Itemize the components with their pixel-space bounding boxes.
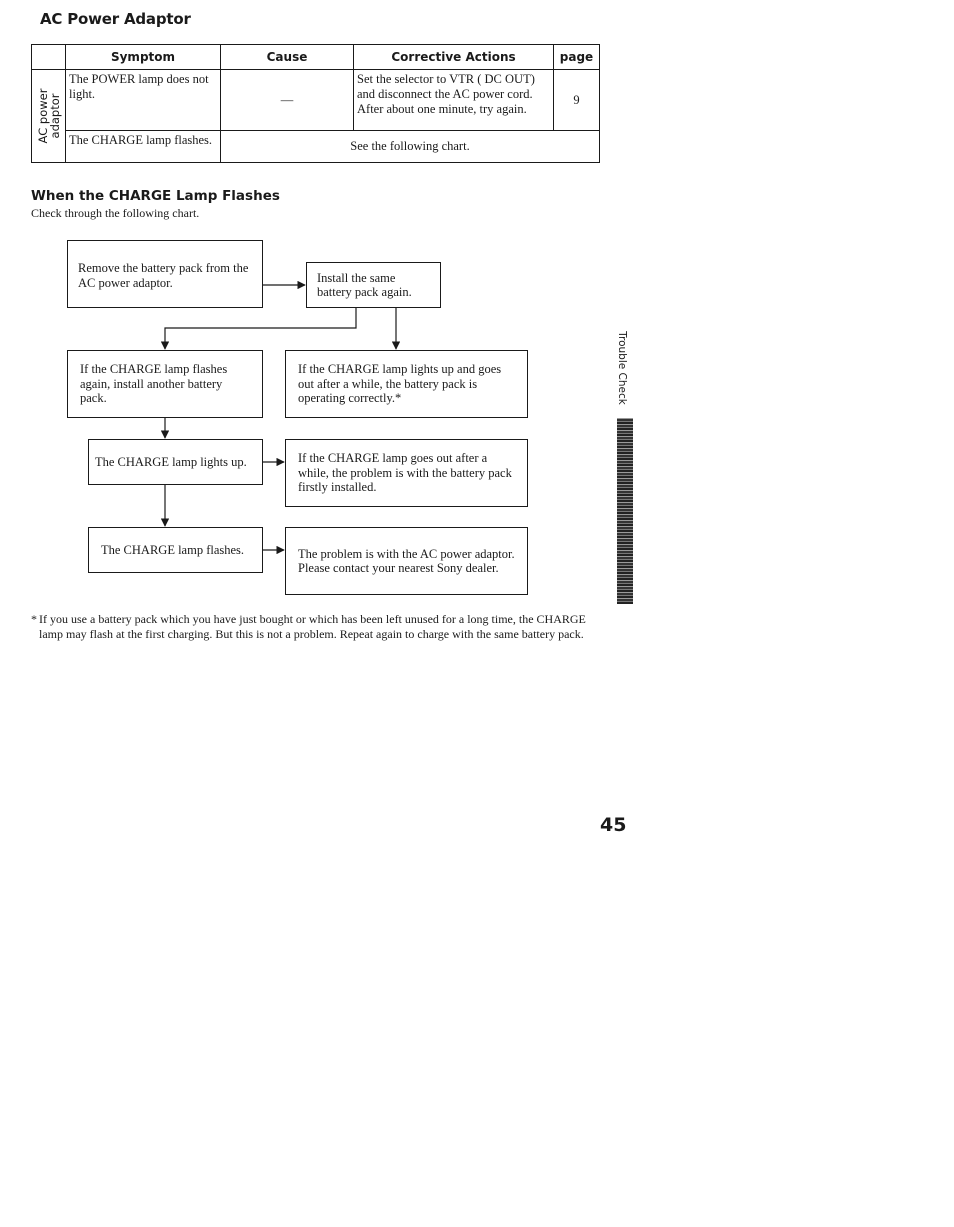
symptom-cell: The CHARGE lamp flashes. <box>66 131 221 163</box>
cause-cell: — <box>221 70 354 131</box>
header-cause: Cause <box>221 45 354 70</box>
flow-intro: Check through the following chart. <box>31 206 200 220</box>
flow-box-lamp-lights-up: The CHARGE lamp lights up. <box>88 439 263 485</box>
flow-box-lamp-flashes: The CHARGE lamp flashes. <box>88 527 263 573</box>
footnote-text: If you use a battery pack which you have just bought or which has been left unused for a long time, the CHARGE lamp may flash at the first charging. But this is not a problem. Repeat again to charge with the same battery pack. <box>39 612 586 641</box>
side-label: AC power adaptor <box>35 88 62 144</box>
section-title: AC Power Adaptor <box>40 10 191 28</box>
header-corrective-actions: Corrective Actions <box>354 45 554 70</box>
page-number: 45 <box>600 814 627 836</box>
flow-box-operating-correctly: If the CHARGE lamp lights up and goes out after a while, the battery pack is operating correctly.* <box>285 350 528 418</box>
header-page: page <box>554 45 600 70</box>
page-cell: 9 <box>554 70 600 131</box>
header-symptom: Symptom <box>66 45 221 70</box>
contact-dealer-line: Please contact your nearest Sony dealer. <box>298 561 499 575</box>
flow-box-flashes-again: If the CHARGE lamp flashes again, install another battery pack. <box>67 350 263 418</box>
symptom-cell: The POWER lamp does not light. <box>66 70 221 131</box>
footnote-mark: * <box>31 612 37 626</box>
flow-box-problem-battery: If the CHARGE lamp goes out after a while, the problem is with the battery pack firstly installed. <box>285 439 528 507</box>
arrow-install-to-flashes-again <box>165 308 356 349</box>
flow-box-install-same: Install the same battery pack again. <box>306 262 441 308</box>
flow-box-remove-battery: Remove the battery pack from the AC power adaptor. <box>67 240 263 308</box>
action-cell: See the following chart. <box>221 131 600 163</box>
action-cell: Set the selector to VTR ( DC OUT) and disconnect the AC power cord. After about one minute, try again. <box>354 70 554 131</box>
side-tab-marker <box>617 418 633 604</box>
side-tab-label: Trouble Check <box>616 330 628 405</box>
problem-adaptor-line: The problem is with the AC power adaptor. <box>298 546 515 561</box>
flow-title: When the CHARGE Lamp Flashes <box>31 188 280 204</box>
footnote <box>31 612 601 642</box>
